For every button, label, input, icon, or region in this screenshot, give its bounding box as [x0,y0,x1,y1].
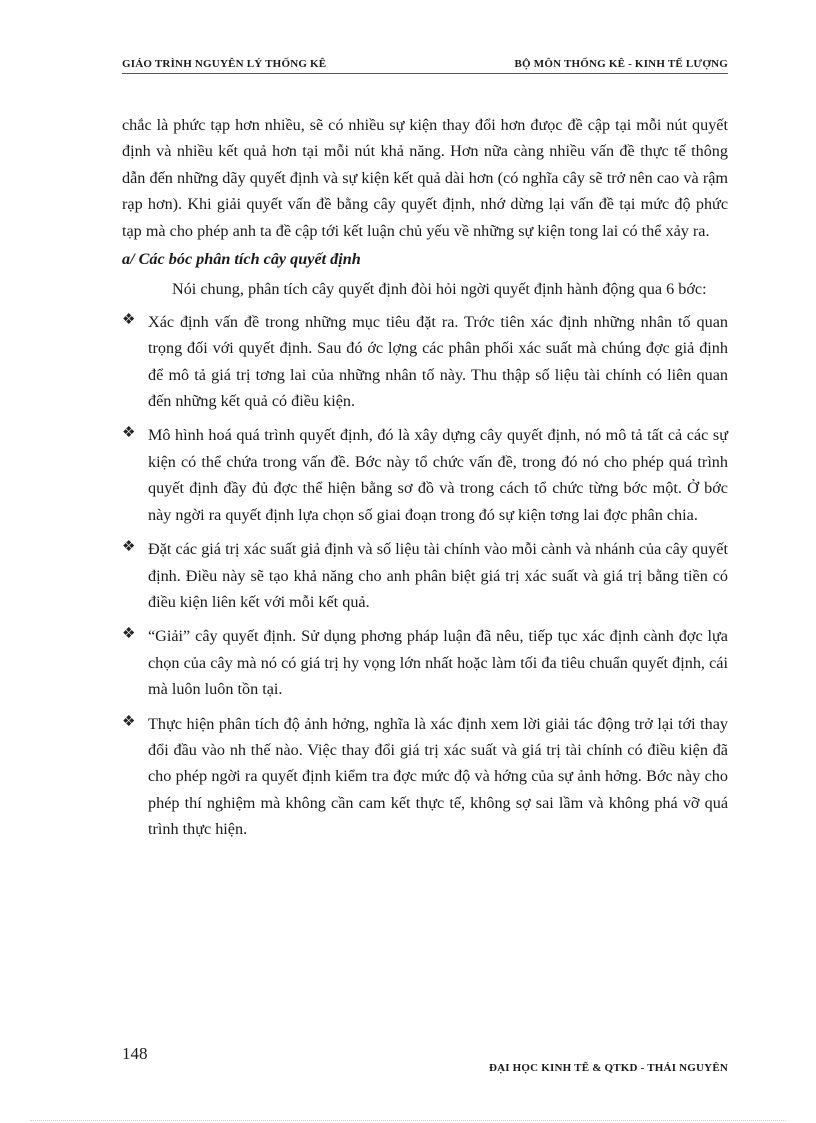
list-item-text: Đặt các giá trị xác suất giả định và số liệu tài chính vào mỗi cành và nhánh của cây quyết định. Điều này sẽ tạo khả năng cho anh phân biệt giá trị xác suất và giá trị bằng tiền có điều kiện liên kết với mỗi kết quả. [148,540,728,611]
header-left-title: GIÁO TRÌNH NGUYÊN LÝ THỐNG KÊ [122,58,327,70]
diamond-bullet-icon: ❖ [122,626,136,643]
section-heading: a/ Các bóc phân tích cây quyết định [122,250,361,269]
diamond-bullet-icon: ❖ [122,539,136,556]
footer-institution: ĐẠI HỌC KINH TẾ & QTKD - THÁI NGUYÊN [488,1062,728,1074]
diamond-bullet-icon: ❖ [122,713,136,730]
running-header [122,50,728,74]
intro-paragraph: chắc là phức tạp hơn nhiều, sẽ có nhiều sự kiện thay đổi hơn đưọc đề cập tại mỗi nút quyết định và nhiều kết quả hơn tại mỗi nút khả năng. Hơn nữa càng nhiều vấn đề thực tế thông dẫn đến những dãy quyết định và sự kiện kết quả dài hơn (có nghĩa cây sẽ trở nên cao và rậm rạp hơn). Khi giải quyết vấn đề bằng cây quyết định, nhớ dừng lại vấn đề tại mức độ phức tạp mà cho phép anh ta đề cập tới kết luận chủ yếu về những sự kiện tong lai có thể xảy ra. [122,116,728,240]
list-item-text: Thực hiện phân tích độ ảnh hởng, nghĩa là xác định xem lời giải tác động trở lại tới thay đổi đầu vào nh thế nào. Việc thay đổi giá trị xác suất và giá trị tài chính có điều kiện đã cho phép ngời ra quyết định kiểm tra đợc mức độ và hớng của sự ảnh hởng. Bớc này cho phép thí nghiệm mà không cần cam kết thực tế, không sợ sai lầm và không phá vỡ quá trình thực hiện. [148,714,728,839]
list-item-text: Mô hình hoá quá trình quyết định, đó là xây dựng cây quyết định, nó mô tả tất cả các sự kiện có thể chứa trong vấn đề. Bớc này tổ chức vấn đề, trong đó nó cho phép quá trình quyết định đầy đủ đợc thể hiện bằng sơ đồ và trong cách tổ chức từng bớc một. Ở bớc này ngời ra quyết định lựa chọn số giai đoạn trong đó sự kiện tơng lai đợc phân chia. [148,426,728,524]
list-item [122,309,728,415]
list-item-text: Xác định vấn đề trong những mục tiêu đặt ra. Trớc tiên xác định những nhân tố quan trọng đối với quyết định. Sau đó ớc lợng các phân phối xác suất mà chúng đợc giả định để mô tả giá trị tơng lai của những nhân tố này. Thu thập số liệu tài chính có liên quan đến những kết quả có điều kiện. [148,312,728,411]
diamond-bullet-icon: ❖ [122,311,136,328]
list-item [122,711,728,843]
list-item-text: “Giải” cây quyết định. Sử dụng phơng pháp luận đã nêu, tiếp tục xác định cành đợc lựa chọn của cây mà nó có giá trị hy vọng lớn nhất hoặc làm tối đa tiêu chuẩn quyết định, cái mà luôn luôn tồn tại. [148,627,728,699]
lead-paragraph: Nói chung, phân tích cây quyết định đòi hỏi ngời quyết định hành động qua 6 bớc: [172,280,707,299]
list-item [122,422,728,528]
steps-list [122,309,728,843]
list-item [122,623,728,702]
header-right-title: BỘ MÔN THỐNG KÊ - KINH TẾ LƯỢNG [514,58,728,70]
page-number: 148 [122,1044,148,1063]
page-edge-divider [30,1120,786,1121]
diamond-bullet-icon: ❖ [122,425,136,442]
page-body [122,112,728,851]
list-item [122,536,728,615]
